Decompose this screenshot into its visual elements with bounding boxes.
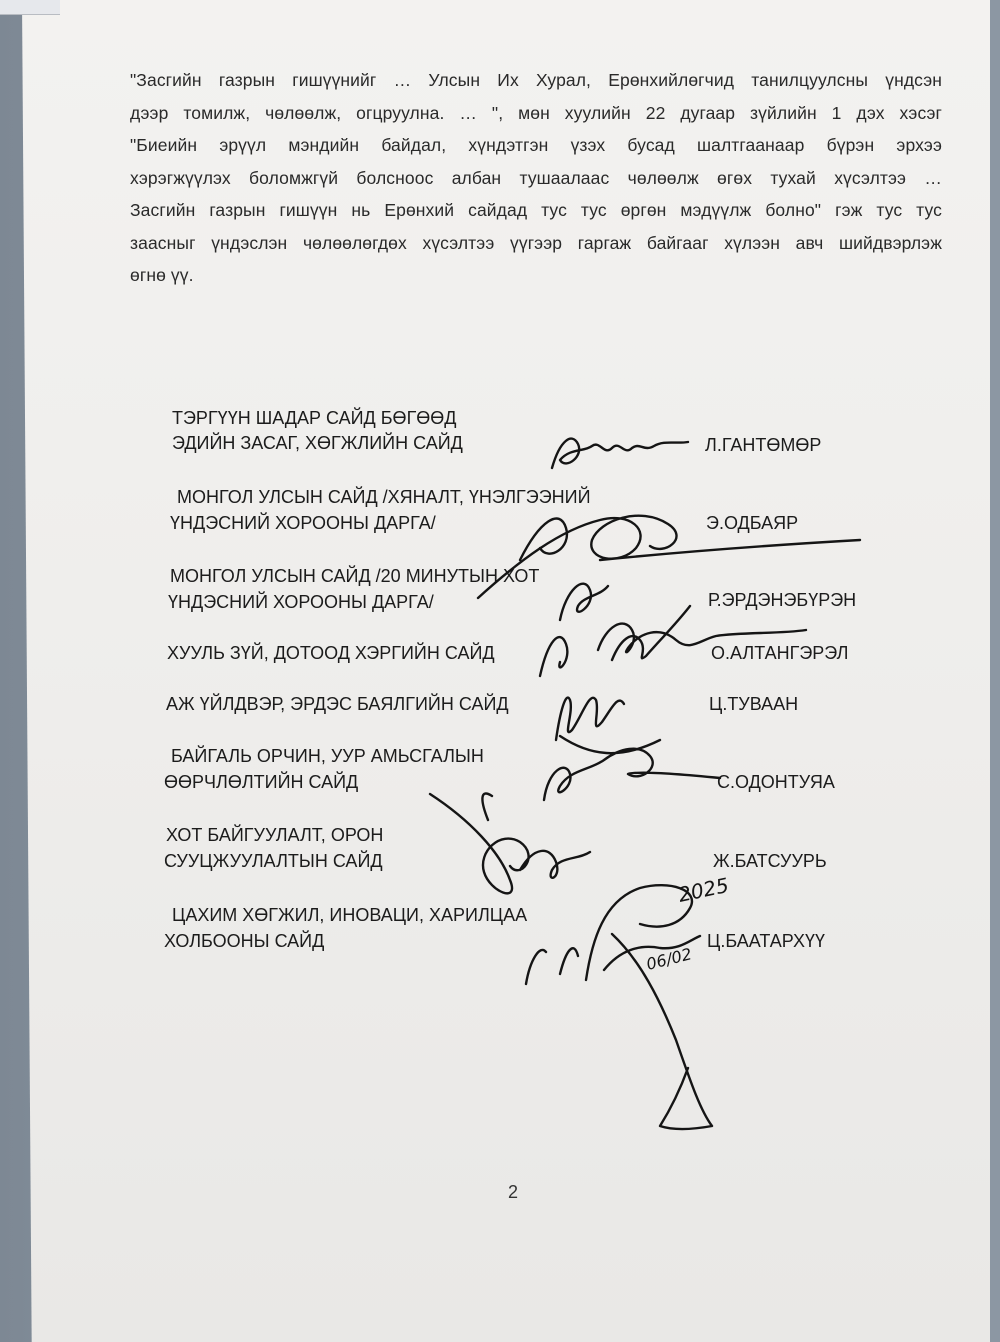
- body-line: Засгийн газрын гишүүн нь Ерөнхий сайдад тус тус өргөн мэдүүлж болно" гэж тус тус: [130, 200, 942, 220]
- signatory-title: СУУЦЖУУЛАЛТЫН САЙД: [164, 851, 383, 871]
- signatory-name: Ц.ТУВААН: [709, 694, 799, 714]
- body-paragraph: [130, 64, 942, 292]
- signatory-title: БАЙГАЛЬ ОРЧИН, УУР АМЬСГАЛЫН: [171, 746, 484, 766]
- signatory-title: ХОТ БАЙГУУЛАЛТ, ОРОН: [166, 825, 384, 845]
- signatory-title: ҮНДЭСНИЙ ХОРООНЫ ДАРГА/: [168, 592, 434, 612]
- signatory-title: ХОЛБООНЫ САЙД: [164, 931, 325, 951]
- body-line: хэрэгжүүлэх боломжгүй болсноос албан тушаалаас чөлөөлж өгөх тухай хүсэлтээ …: [130, 167, 942, 188]
- paper-corner: [0, 0, 60, 15]
- handwritten-year: 2025: [676, 872, 731, 907]
- signatory-title: ЦАХИМ ХӨГЖИЛ, ИНОВАЦИ, ХАРИЛЦАА: [172, 905, 528, 925]
- signatory-title: МОНГОЛ УЛСЫН САЙД /20 МИНУТЫН ХОТ: [170, 566, 540, 586]
- body-line: өгнө үү.: [130, 265, 194, 285]
- signatory-name: Ж.БАТСУУРЬ: [713, 851, 827, 871]
- signatory-title: МОНГОЛ УЛСЫН САЙД /ХЯНАЛТ, ҮНЭЛГЭЭНИЙ: [177, 487, 591, 507]
- signatory-title: ХУУЛЬ ЗҮЙ, ДОТООД ХЭРГИЙН САЙД: [167, 643, 495, 663]
- signatory-title: ТЭРГҮҮН ШАДАР САЙД БӨГӨӨД: [172, 408, 457, 428]
- signatory-name: Р.ЭРДЭНЭБҮРЭН: [708, 590, 857, 610]
- signatory-title: ӨӨРЧЛӨЛТИЙН САЙД: [164, 772, 359, 792]
- signatory-name: О.АЛТАНГЭРЭЛ: [711, 643, 849, 663]
- body-line: заасныг үндэслэн чөлөөлөгдөх хүсэлтээ үүгээр гаргаж байгааг хүлээн авч шийдвэрлэж: [130, 232, 942, 253]
- signatory-name: Э.ОДБАЯР: [706, 513, 799, 533]
- body-line: дээр томилж, чөлөөлж, огцруулна. … ", мөн хуулийн 22 дугаар зүйлийн 1 дэх хэсэг: [130, 102, 942, 123]
- body-line: "Засгийн газрын гишүүнийг … Улсын Их Хурал, Ерөнхийлөгчид танилцуулсны үндсэн: [130, 70, 942, 90]
- handwritten-date: 06/02: [644, 944, 694, 974]
- page-number: 2: [508, 1182, 519, 1202]
- signatory-title: ҮНДЭСНИЙ ХОРООНЫ ДАРГА/: [170, 513, 436, 533]
- body-line: "Биеийн эрүүл мэндийн байдал, хүндэтгэн үзэх бусад шалтгаанаар бүрэн эрхээ: [130, 135, 942, 155]
- signatory-title: АЖ ҮЙЛДВЭР, ЭРДЭС БАЯЛГИЙН САЙД: [166, 694, 509, 714]
- signatory-name: С.ОДОНТУЯА: [717, 772, 835, 792]
- signatory-name: Ц.БААТАРХҮҮ: [707, 931, 825, 951]
- signatory-name: Л.ГАНТӨМӨР: [705, 435, 822, 455]
- signatory-title: ЭДИЙН ЗАСАГ, ХӨГЖЛИЙН САЙД: [172, 433, 463, 453]
